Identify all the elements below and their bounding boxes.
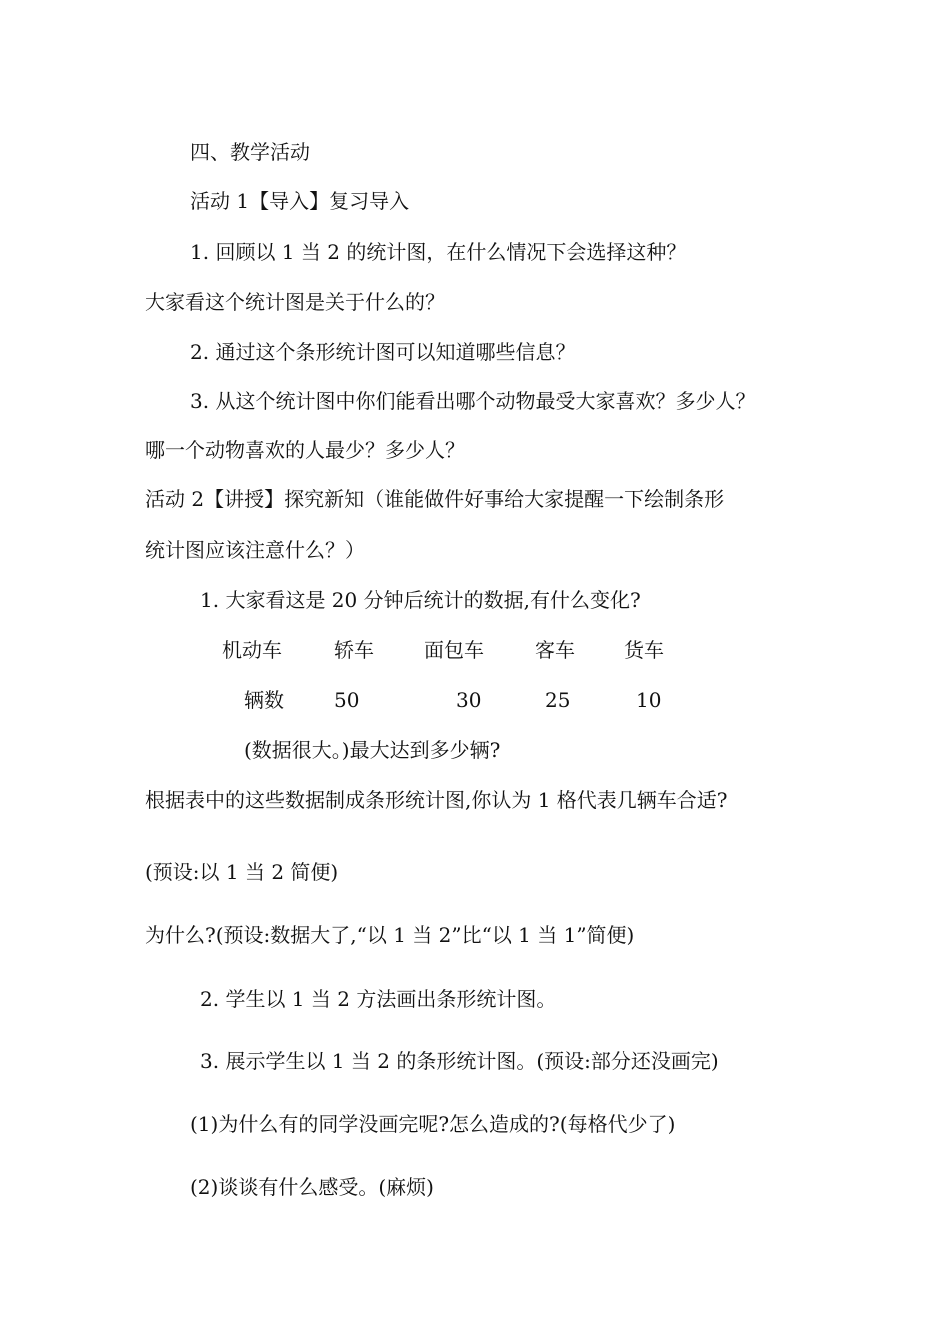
question-1-line1: 1. 回顾以 1 当 2 的统计图，在什么情况下会选择这种？	[190, 240, 687, 264]
table-row-label: 辆数	[244, 688, 284, 712]
table-header-van: 面包车	[424, 638, 484, 662]
table-cell-van: 30	[456, 688, 482, 712]
question-3-line1: 3. 从这个统计图中你们能看出哪个动物最受大家喜欢？多少人？	[190, 389, 756, 413]
activity2-line2: 统计图应该注意什么？）	[145, 538, 365, 562]
table-header-bus: 客车	[535, 638, 575, 662]
sub-question-1: (1)为什么有的同学没画完呢?怎么造成的?(每格代少了)	[190, 1112, 676, 1136]
table-cell-bus: 25	[545, 688, 571, 712]
question-1-line2: 大家看这个统计图是关于什么的？	[145, 290, 445, 314]
table-header-car: 轿车	[334, 638, 374, 662]
activity1-title: 活动 1【导入】复习导入	[190, 189, 410, 213]
question-scale: 根据表中的这些数据制成条形统计图,你认为 1 格代表几辆车合适?	[145, 788, 728, 812]
why-question: 为什么?(预设:数据大了,“以 1 当 2”比“以 1 当 1”简便)	[145, 923, 635, 947]
preset-1: (预设:以 1 当 2 简便)	[145, 860, 339, 884]
table-header-truck: 货车	[624, 638, 664, 662]
section-heading: 四、教学活动	[190, 140, 310, 164]
step-2: 2. 学生以 1 当 2 方法画出条形统计图。	[200, 987, 557, 1011]
note-max: (数据很大。)最大达到多少辆?	[244, 738, 501, 762]
step-3: 3. 展示学生以 1 当 2 的条形统计图。(预设:部分还没画完)	[200, 1049, 719, 1073]
table-header-vehicle: 机动车	[222, 638, 282, 662]
table-cell-car: 50	[334, 688, 360, 712]
question-3-line2: 哪一个动物喜欢的人最少？多少人？	[145, 438, 465, 462]
table-cell-truck: 10	[636, 688, 662, 712]
sub-question-2: (2)谈谈有什么感受。(麻烦)	[190, 1175, 434, 1199]
activity2-line1: 活动 2【讲授】探究新知（谁能做件好事给大家提醒一下绘制条形	[145, 487, 725, 511]
question-2: 2. 通过这个条形统计图可以知道哪些信息？	[190, 340, 576, 364]
step-1: 1. 大家看这是 20 分钟后统计的数据,有什么变化?	[200, 588, 641, 612]
